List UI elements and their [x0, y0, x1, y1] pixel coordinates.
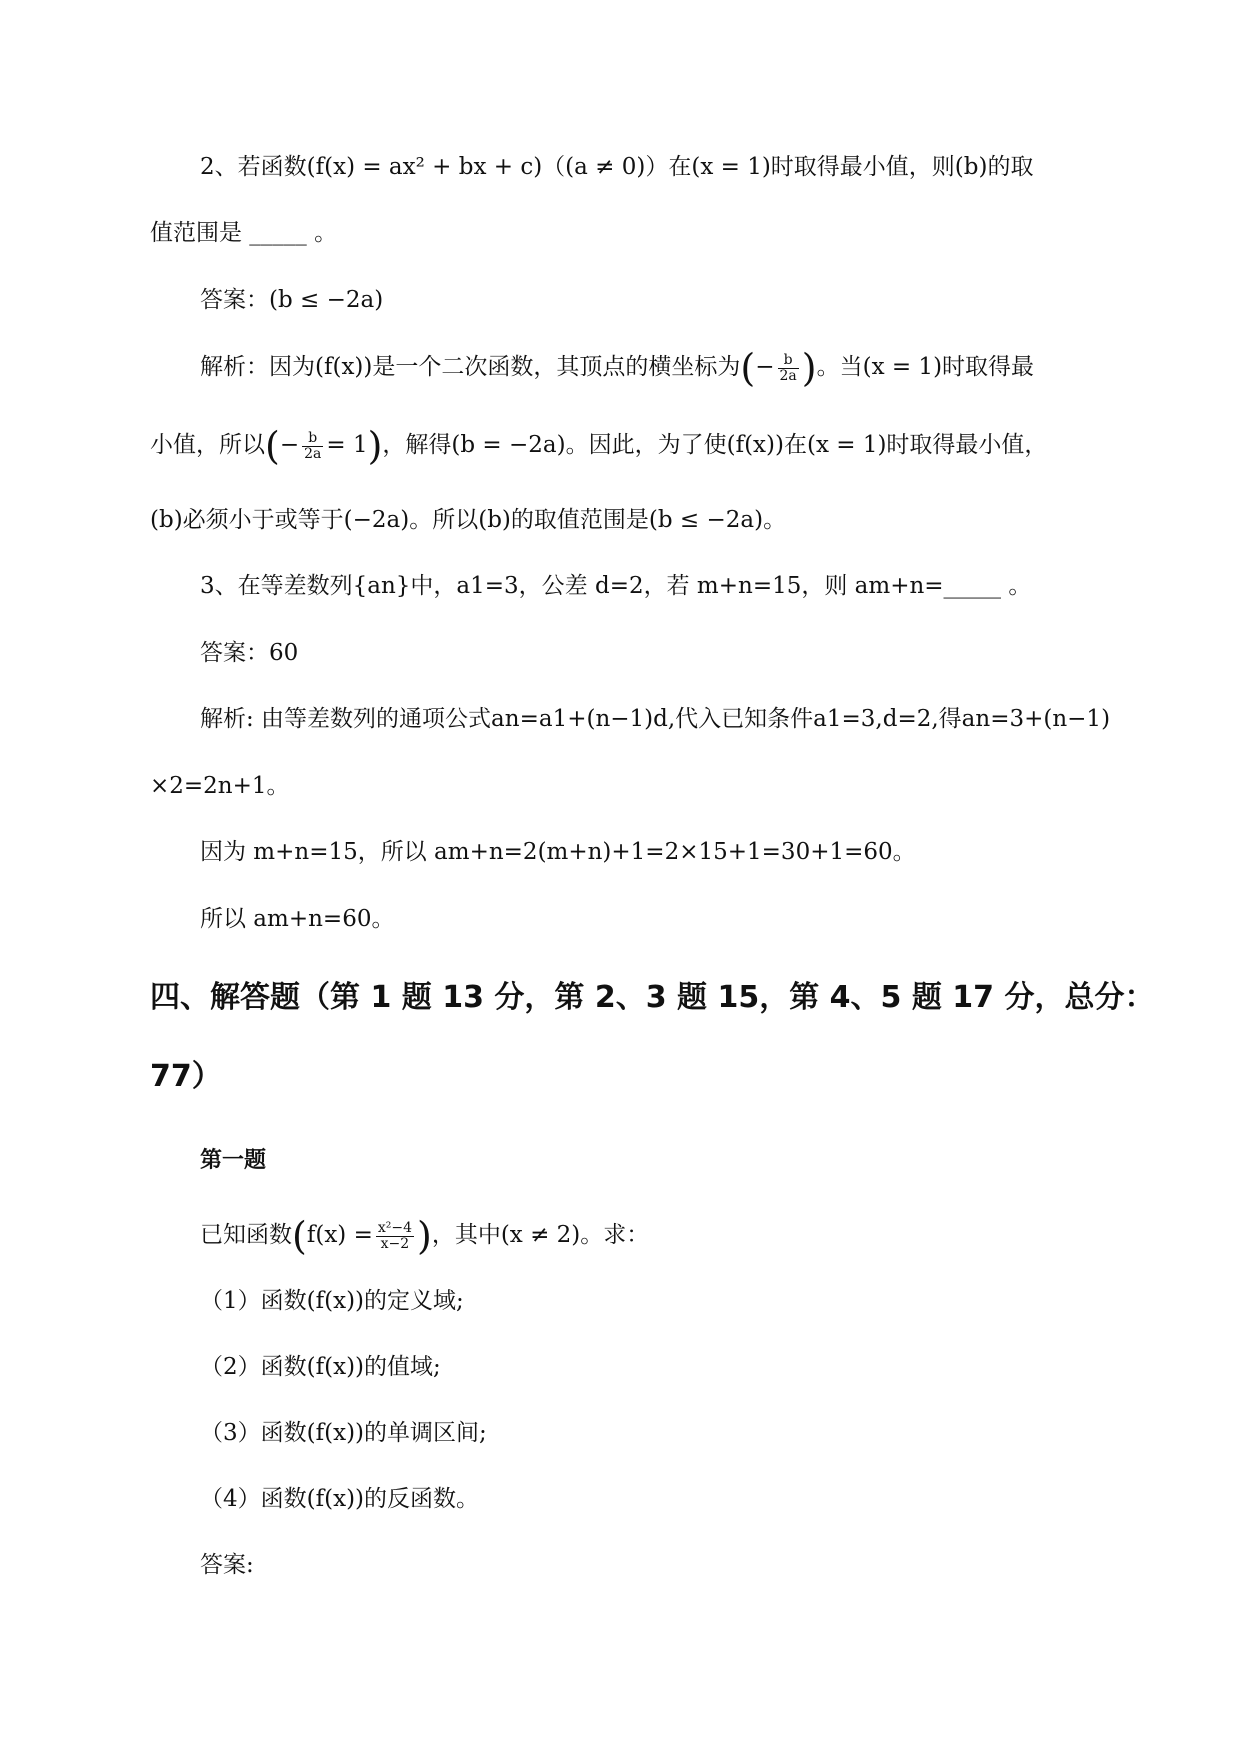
q2-analysis2-text: 小值，所以 [150, 432, 265, 458]
fraction-b-over-2a [778, 353, 799, 384]
q3-line1: 3、在等差数列{an}中，a1=3，公差 d=2，若 m+n=15，则 am+n=_____ 。 [200, 573, 1032, 599]
given-rest: ，其中(x ≠ 2)。求： [431, 1222, 650, 1248]
q2-line1: 2、若函数(f(x) = ax² + bx + c)（(a ≠ 0)）在(x = 1)时取得最小值，则(b)的取 [200, 154, 1034, 180]
fraction-denominator: 2a [304, 445, 322, 462]
right-paren: ) [801, 346, 817, 390]
answer-label: 答案: [200, 1552, 254, 1578]
function-lhs: f(x) = [306, 1222, 373, 1248]
q3-analysis-line4: 所以 am+n=60。 [200, 906, 395, 932]
q2-analysis-line2 [150, 424, 1048, 468]
q2-analysis2-rest: ，解得(b = −2a)。因此，为了使(f(x))在(x = 1)时取得最小值， [382, 432, 1048, 458]
task-item-4: （4）函数(f(x))的反函数。 [200, 1486, 480, 1512]
given-function-line [200, 1214, 650, 1258]
minus-sign: − [755, 354, 775, 380]
fraction-function [376, 1221, 414, 1252]
section-heading-line2: 77） [150, 1059, 222, 1094]
q3-analysis-line3: 因为 m+n=15，所以 am+n=2(m+n)+1=2×15+1=30+1=60。 [200, 839, 916, 865]
left-paren: ( [292, 1214, 307, 1258]
section-heading-line1: 四、解答题（第 1 题 13 分，第 2、3 题 15，第 4、5 题 17 分，总分： [150, 980, 1155, 1015]
left-paren: ( [265, 424, 280, 468]
q2-analysis-line1 [200, 346, 1035, 390]
fraction-denominator: x−2 [380, 1235, 410, 1252]
fraction-b-over-2a [302, 431, 323, 462]
given-text: 已知函数 [200, 1222, 292, 1248]
right-paren: ) [367, 424, 383, 468]
q2-answer: 答案：(b ≤ −2a) [200, 287, 384, 313]
task-item-2: （2）函数(f(x))的值域; [200, 1354, 441, 1380]
q3-analysis-line2: ×2=2n+1。 [150, 773, 290, 799]
fraction-numerator: x²−4 [377, 1219, 412, 1236]
q3-analysis-line1: 解析: 由等差数列的通项公式an=a1+(n−1)d,代入已知条件a1=3,d=2,得an=3+(n−1) [200, 706, 1111, 732]
q2-analysis1-text: 解析：因为(f(x))是一个二次函数，其顶点的横坐标为 [200, 354, 741, 380]
fraction-denominator: 2a [779, 367, 797, 384]
left-paren: ( [740, 346, 756, 390]
right-paren: ) [417, 1214, 432, 1258]
task-item-1: （1）函数(f(x))的定义域; [200, 1288, 464, 1314]
q3-answer: 答案：60 [200, 640, 299, 666]
q2-line2: 值范围是 _____ 。 [150, 220, 338, 246]
equals-one: = 1 [326, 432, 368, 458]
fraction-numerator: b [778, 353, 799, 369]
sub-heading: 第一题 [200, 1148, 267, 1173]
minus-sign: − [279, 432, 300, 458]
task-item-3: （3）函数(f(x))的单调区间; [200, 1420, 487, 1446]
q2-analysis-line3: (b)必须小于或等于(−2a)。所以(b)的取值范围是(b ≤ −2a)。 [150, 507, 787, 533]
fraction-numerator: b [302, 431, 323, 447]
q2-analysis1-rest: 。当(x = 1)时取得最 [816, 354, 1035, 380]
